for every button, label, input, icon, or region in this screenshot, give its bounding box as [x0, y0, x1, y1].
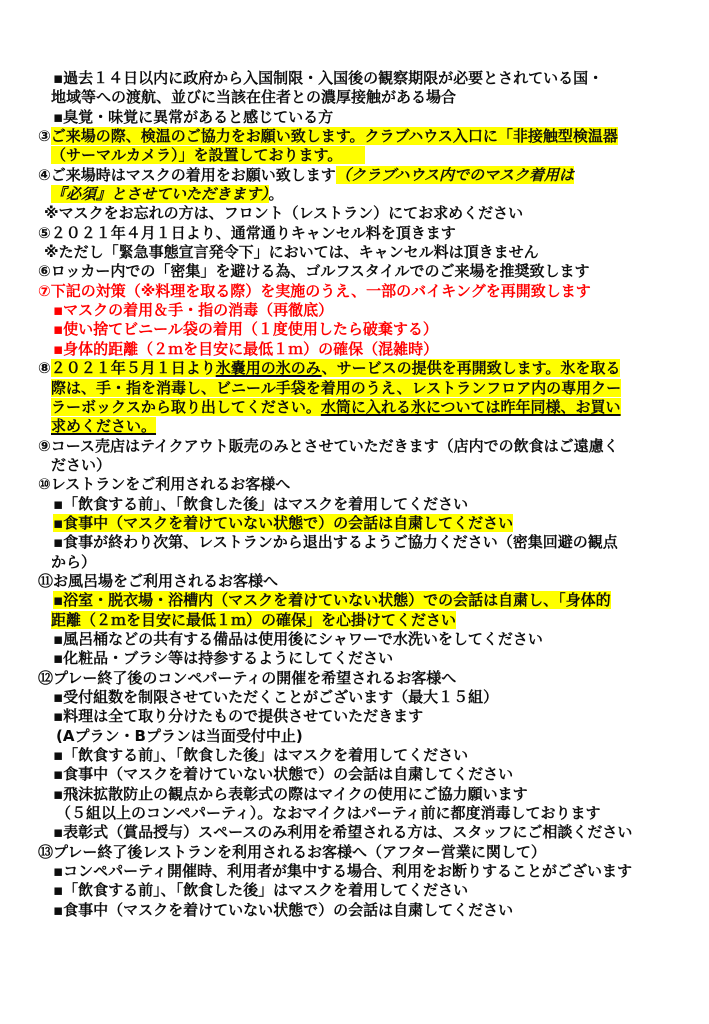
text-line [0, 243, 709, 262]
text-segment: ⑫プレー終了後のコンペパーティの開催を希望されるお客様へ [38, 668, 457, 687]
text-line [0, 417, 709, 436]
text-segment: ▪「飲食する前」、「飲食した後」はマスクを着用してください [53, 881, 469, 900]
text-line [0, 166, 709, 185]
text-segment: ※ただし「緊急事態宣言発令下」においては、キャンセル料は頂きません [44, 243, 539, 262]
text-line [0, 88, 709, 107]
text-line [0, 282, 709, 301]
text-line [0, 475, 709, 494]
text-line [0, 823, 709, 842]
text-line [0, 514, 709, 533]
text-segment: ⑦下記の対策（※料理を取る際）を実施のうえ、一部のバイキングを再開致します [38, 281, 591, 300]
text-segment: から） [51, 552, 97, 571]
text-line [0, 746, 709, 765]
text-segment: ③ [38, 127, 51, 146]
text-line [0, 146, 709, 165]
text-line [0, 862, 709, 881]
text-segment: ▪「飲食する前」、「飲食した後」はマスクを着用してください [53, 494, 469, 513]
text-line [0, 437, 709, 456]
text-segment: ださい） [51, 455, 112, 474]
text-segment: ⑪お風呂場をご利用されるお客様へ [38, 571, 279, 590]
text-line [0, 707, 709, 726]
text-segment: ⑧ [38, 359, 51, 378]
text-line [0, 804, 709, 823]
highlighted-text: ラーボックスから取り出してください。 [51, 397, 321, 416]
text-segment: 地域等への渡航、並びに当該在住者との濃厚接触がある場合 [51, 88, 457, 107]
text-line [0, 572, 709, 591]
text-line [0, 127, 709, 146]
text-line [0, 69, 709, 88]
text-line [0, 669, 709, 688]
highlighted-text: （サーマルカメラ）」を設置しております。 [51, 146, 365, 165]
text-segment: 。 [268, 185, 284, 204]
text-segment: ▪身体的距離（２ｍを目安に最低１ｍ）の確保（混雑時） [53, 339, 439, 358]
text-line [0, 785, 709, 804]
highlighted-text: （クラブハウス内でのマスク着用は [335, 165, 575, 184]
text-line [0, 727, 709, 746]
text-line [0, 611, 709, 630]
text-segment: ▪表彰式（賞品授与）スペースのみ利用を希望される方は、スタッフにご相談ください [53, 823, 633, 842]
text-line [0, 591, 709, 610]
highlighted-text: ▪食事中（マスクを着けていない状態で）の会話は自粛してください [53, 513, 514, 532]
text-segment: ⑤２０２１年４月１日より、通常通りキャンセル料を頂きます [38, 223, 456, 242]
text-segment: ▪使い捨てビニール袋の着用（１度使用したら破棄する） [53, 320, 438, 339]
text-segment: ▪マスクの着用＆手・指の消毒（再徹底） [53, 301, 334, 320]
text-segment: ▪食事中（マスクを着けていない状態で）の会話は自粛してください [53, 900, 514, 919]
highlighted-text: 際は、手・指を消毒し、ビニール手袋を着用のうえ、レストランフロア内の専用クー [51, 378, 622, 397]
highlighted-text: 距離（２ｍを目安に最低１ｍ）の確保」を心掛けてください [51, 610, 457, 629]
text-segment: ▪飛沫拡散防止の観点から表彰式の際はマイクの使用にご協力願います [53, 784, 528, 803]
text-line [0, 901, 709, 920]
text-line [0, 398, 709, 417]
text-line [0, 553, 709, 572]
text-line [0, 224, 709, 243]
text-segment: ⑬プレー終了後レストランを利用されるお客様へ（アフター営業に関して） [38, 842, 546, 861]
text-line [0, 688, 709, 707]
highlighted-text: 、サービスの提供を再開致します。氷を取る [321, 359, 621, 378]
highlighted-text: 『必須』とさせていただきます） [51, 185, 269, 204]
text-line [0, 630, 709, 649]
text-line [0, 262, 709, 281]
text-line [0, 649, 709, 668]
text-segment: ▪食事が終わり次第、レストランから退出するようご協力ください（密集回避の観点 [53, 533, 618, 552]
text-line [0, 379, 709, 398]
text-line [0, 185, 709, 204]
highlighted-text: ご来場の際、検温のご協力をお願い致します。クラブハウス入口に「非接触型検温器 [50, 127, 618, 146]
text-segment: ⑨コース売店はテイクアウト販売のみとさせていただきます（店内での飲食はご遠慮く [38, 436, 619, 455]
text-line [0, 456, 709, 475]
text-segment: ▪受付組数を制限させていただくことがございます（最大１５組） [53, 688, 499, 706]
text-line [0, 204, 709, 223]
highlighted-text: 氷嚢用の氷のみ [215, 359, 322, 378]
highlighted-text: ２０２１年５月１日より [50, 359, 216, 378]
text-segment: ④ご来場時はマスクの着用をお願い致します [38, 165, 336, 184]
text-segment: ⑥ロッカー内での「密集」を避ける為、ゴルフスタイルでのご来場を推奨致します [38, 262, 590, 281]
text-line [0, 359, 709, 378]
text-segment: ⑩レストランをご利用されるお客様へ [38, 475, 291, 494]
text-line [0, 320, 709, 339]
text-line [0, 301, 709, 320]
highlighted-text: ▪浴室・脱衣場・浴槽内（マスクを着けていない状態）での会話は自粛し、「身体的 [53, 591, 611, 610]
text-line [0, 765, 709, 784]
text-segment: ▪コンペパーティ開催時、利用者が集中する場合、利用をお断りすることがございます [53, 862, 632, 881]
text-line [0, 843, 709, 862]
text-segment: （５組以上のコンペパーティ）。なおマイクはパーティ前に都度消毒しております [56, 804, 601, 823]
highlighted-text: 求めください。 [51, 417, 157, 436]
text-segment: ▪過去１４日以内に政府から入国制限・入国後の観察期限が必要とされている国・ [53, 69, 604, 87]
text-segment: ▪「飲食する前」、「飲食した後」はマスクを着用してください [53, 746, 469, 765]
text-segment: ▪化粧品・ブラシ等は持参するようにしてください [53, 649, 394, 668]
text-line [0, 108, 709, 127]
text-segment: ▪食事中（マスクを着けていない状態で）の会話は自粛してください [53, 765, 514, 784]
text-segment: ▪臭覚・味覚に異常があると感じている方 [53, 107, 334, 126]
text-line [0, 881, 709, 900]
text-line [0, 533, 709, 552]
text-segment: ※マスクをお忘れの方は、フロント（レストラン）にてお求めください [44, 204, 524, 223]
highlighted-text: 水筒に入れる氷については昨年同様、お買い [320, 397, 621, 416]
text-segment: ▪料理は全て取り分けたもので提供させていただきます [53, 707, 424, 726]
text-segment: ▪風呂桶などの共有する備品は使用後にシャワーで水洗いをしてください [53, 629, 543, 648]
text-line [0, 495, 709, 514]
text-segment: (Aプラン・Bプランは当面受付中止) [56, 726, 303, 745]
text-line [0, 340, 709, 359]
